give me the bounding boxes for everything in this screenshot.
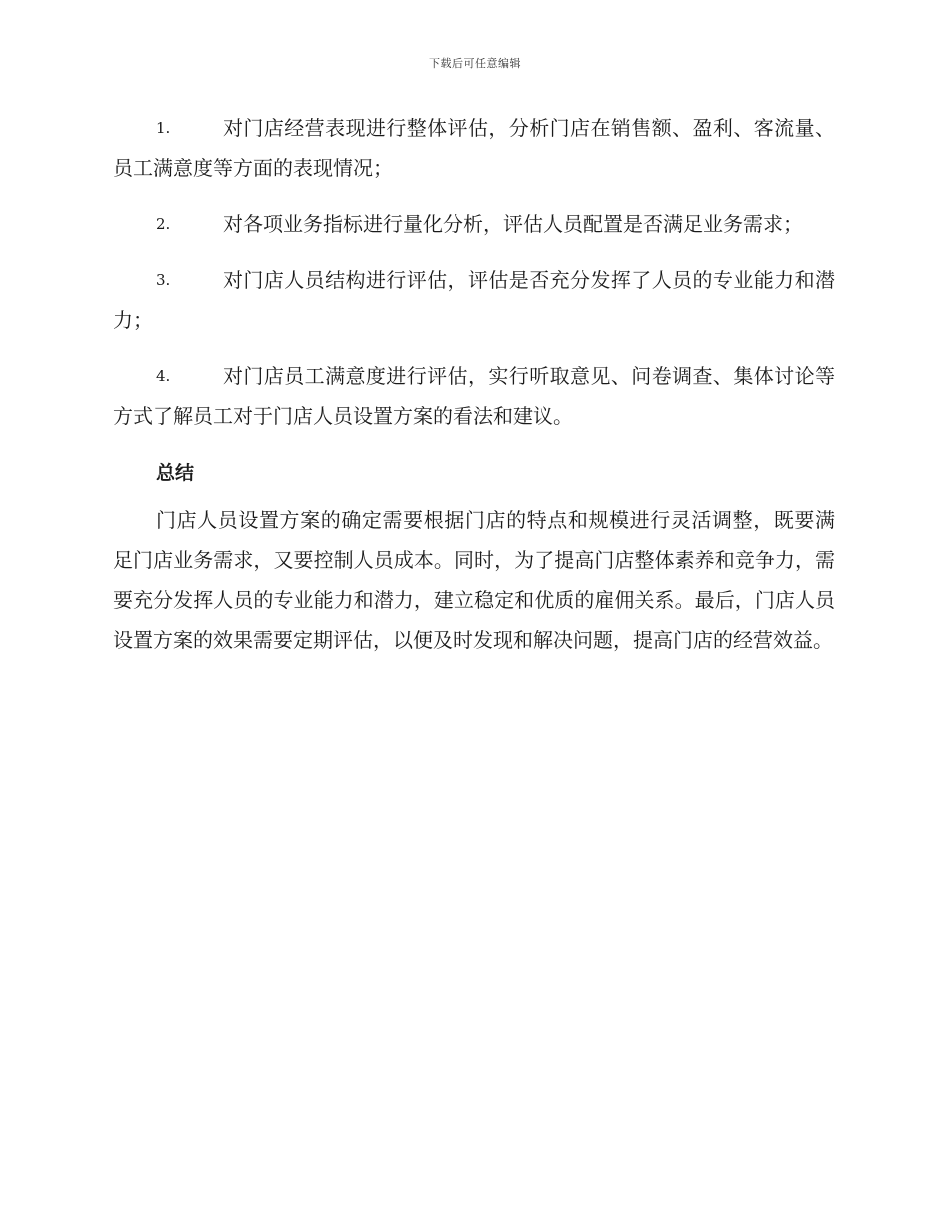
list-item <box>113 108 835 188</box>
list-item-number: 1. <box>156 119 171 137</box>
list-item-text: 对各项业务指标进行量化分析，评估人员配置是否满足业务需求； <box>223 212 803 236</box>
list-item <box>113 204 835 244</box>
list-item <box>113 260 835 340</box>
summary-paragraph: 门店人员设置方案的确定需要根据门店的特点和规模进行灵活调整，既要满足门店业务需求，又要控制人员成本。同时，为了提高门店整体素养和竞争力，需要充分发挥人员的专业能力和潜力，建立稳定和优质的雇佣关系。最后，门店人员设置方案的效果需要定期评估，以便及时发现和解决问题，提高门店的经营效益。 <box>113 508 835 652</box>
list-item-text: 对门店人员结构进行评估，评估是否充分发挥了人员的专业能力和潜力； <box>113 268 835 332</box>
list-item <box>113 356 835 436</box>
document-body <box>113 108 835 660</box>
header-note: 下载后可任意编辑 <box>429 57 521 70</box>
list-item-number: 2. <box>156 215 171 233</box>
list-item-number: 3. <box>156 271 171 289</box>
list-item-number: 4. <box>156 367 171 385</box>
list-item-text: 对门店员工满意度进行评估，实行听取意见、问卷调查、集体讨论等方式了解员工对于门店人员设置方案的看法和建议。 <box>113 364 835 428</box>
list-item-text: 对门店经营表现进行整体评估，分析门店在销售额、盈利、客流量、员工满意度等方面的表现情况； <box>113 116 835 180</box>
summary-heading: 总结 <box>156 462 195 484</box>
